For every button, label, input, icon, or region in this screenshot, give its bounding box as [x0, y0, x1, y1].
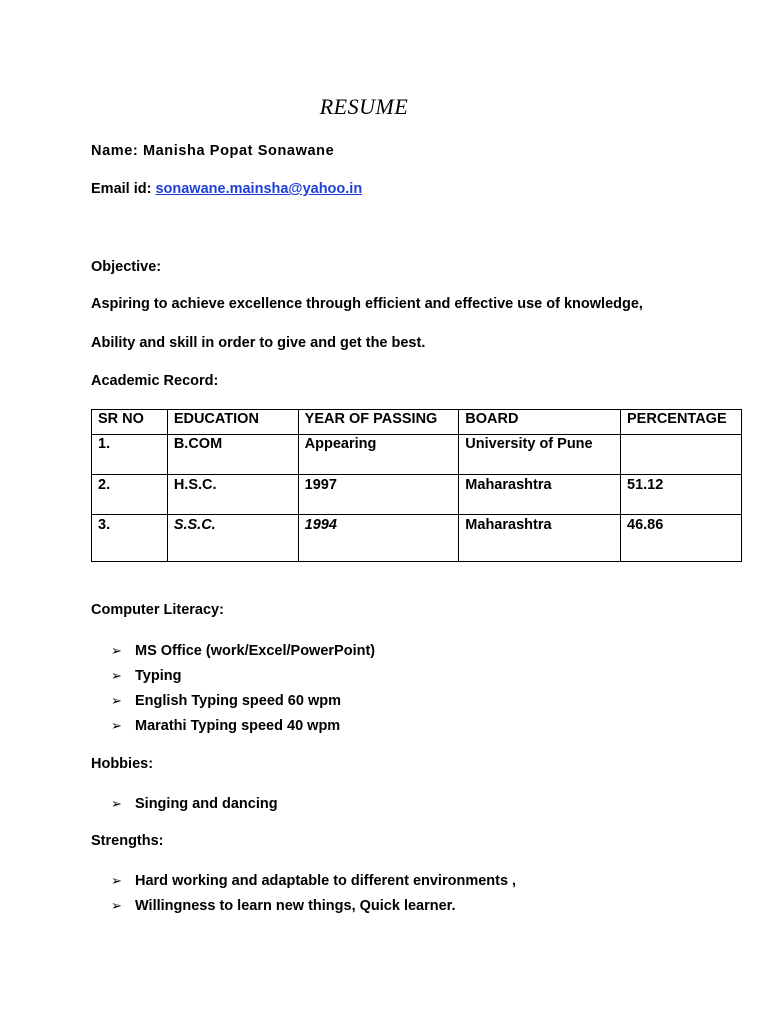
table-header-cell: YEAR OF PASSING [298, 410, 459, 435]
arrow-bullet-icon: ➢ [111, 693, 122, 708]
name-line [91, 143, 334, 159]
arrow-bullet-icon: ➢ [111, 898, 122, 913]
objective-line-2: Ability and skill in order to give and get the best. [91, 335, 426, 351]
table-cell: S.S.C. [167, 515, 298, 562]
list-item-text: Willingness to learn new things, Quick learner. [135, 898, 456, 914]
resume-title: RESUME [319, 94, 409, 119]
table-cell: B.COM [167, 435, 298, 475]
table-header-cell: BOARD [459, 410, 621, 435]
table-row [92, 475, 742, 515]
strengths-heading: Strengths: [91, 833, 164, 849]
list-item-text: Singing and dancing [135, 796, 278, 812]
objective-line-1: Aspiring to achieve excellence through efficient and effective use of knowledge, [91, 296, 643, 312]
arrow-bullet-icon: ➢ [111, 718, 122, 733]
list-item [111, 794, 278, 819]
table-row [92, 435, 742, 475]
list-item-text: English Typing speed 60 wpm [135, 693, 341, 709]
table-cell: Maharashtra [459, 475, 621, 515]
strengths-list [111, 871, 516, 921]
table-cell: H.S.C. [167, 475, 298, 515]
email-line [91, 181, 362, 197]
computer-literacy-heading: Computer Literacy: [91, 602, 224, 618]
table-cell: 3. [92, 515, 168, 562]
hobbies-list [111, 794, 278, 819]
list-item [111, 641, 375, 666]
objective-heading: Objective: [91, 259, 162, 275]
list-item [111, 896, 516, 921]
email-label: Email id: [91, 181, 152, 197]
list-item-text: Marathi Typing speed 40 wpm [135, 718, 341, 734]
table-cell: Appearing [298, 435, 459, 475]
computer-literacy-list [111, 641, 375, 741]
table-header-cell: PERCENTAGE [621, 410, 742, 435]
list-item [111, 716, 375, 741]
list-item [111, 666, 375, 691]
academic-table [91, 409, 742, 562]
table-cell: 1994 [298, 515, 459, 562]
table-cell [621, 435, 742, 475]
arrow-bullet-icon: ➢ [111, 873, 122, 888]
table-header-row [92, 410, 742, 435]
name-value: Manisha Popat Sonawane [142, 143, 335, 159]
list-item-text: MS Office (work/Excel/PowerPoint) [135, 643, 376, 659]
table-row [92, 515, 742, 562]
arrow-bullet-icon: ➢ [111, 668, 122, 683]
list-item-text: Hard working and adaptable to different environments , [135, 873, 517, 889]
table-cell: 2. [92, 475, 168, 515]
table-cell: 51.12 [621, 475, 742, 515]
list-item-text: Typing [135, 668, 182, 684]
table-cell: Maharashtra [459, 515, 621, 562]
table-cell: 46.86 [621, 515, 742, 562]
table-cell: 1. [92, 435, 168, 475]
table-header-cell: SR NO [92, 410, 168, 435]
email-link[interactable]: sonawane.mainsha@yahoo.in [155, 181, 363, 197]
arrow-bullet-icon: ➢ [111, 796, 122, 811]
arrow-bullet-icon: ➢ [111, 643, 122, 658]
academic-heading: Academic Record: [91, 373, 219, 389]
table-cell: 1997 [298, 475, 459, 515]
hobbies-heading: Hobbies: [91, 756, 154, 772]
list-item [111, 871, 516, 896]
list-item [111, 691, 375, 716]
name-label: Name: [91, 143, 139, 159]
table-cell: University of Pune [459, 435, 621, 475]
table-header-cell: EDUCATION [167, 410, 298, 435]
